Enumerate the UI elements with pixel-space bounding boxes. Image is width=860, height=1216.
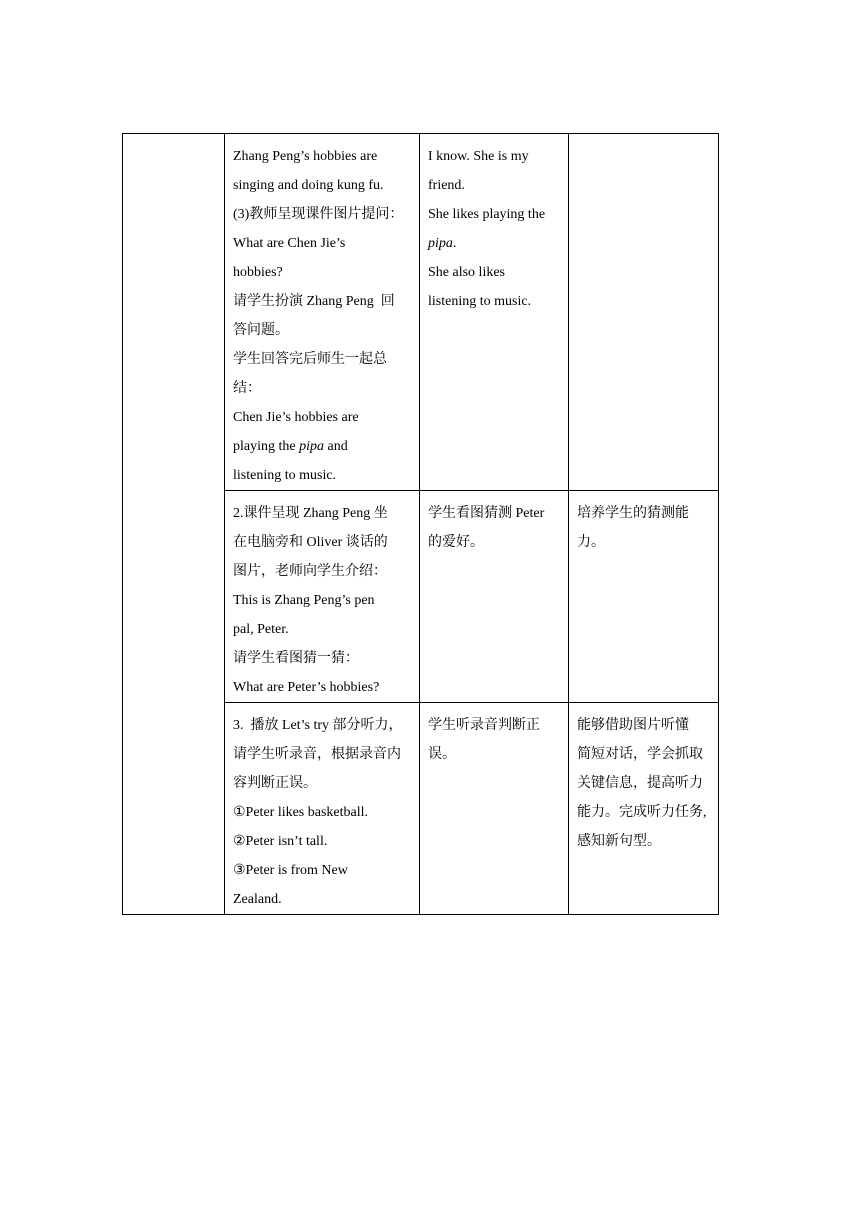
cell-text-line: She likes playing the bbox=[428, 207, 546, 222]
cell-text-line: ②Peter isn’t tall. bbox=[233, 834, 328, 849]
cell-text-line: listening to music. bbox=[233, 468, 337, 483]
cell-text-line: listening to music. bbox=[428, 294, 532, 309]
cell-text-line: She also likes bbox=[428, 265, 505, 280]
cell-text-line: 结： bbox=[233, 381, 261, 396]
cell-text-line: 感知新句型。 bbox=[577, 834, 661, 849]
cell-text-line: 学生听录音判断正 bbox=[428, 718, 540, 733]
cell-text-line: Chen Jie’s hobbies are bbox=[233, 410, 359, 425]
cell-text-line: friend. bbox=[428, 178, 465, 193]
design-purpose-cell bbox=[569, 491, 719, 703]
cell-text-line: 请学生听录音，根据录音内 bbox=[233, 747, 401, 762]
cell-text-line: 请学生看图猜一猜： bbox=[233, 651, 359, 666]
lesson-plan-table bbox=[122, 133, 719, 915]
cell-text-line: 答问题。 bbox=[233, 323, 289, 338]
cell-text-line: 容判断正误。 bbox=[233, 776, 317, 791]
table-row bbox=[123, 134, 719, 491]
cell-text-line: What are Peter’s hobbies? bbox=[233, 680, 380, 695]
cell-text-line: 关键信息，提高听力 bbox=[577, 776, 703, 791]
design-purpose-cell bbox=[569, 134, 719, 491]
cell-text-line: 学生回答完后师生一起总 bbox=[233, 352, 387, 367]
cell-text-line: I know. She is my bbox=[428, 149, 529, 164]
cell-text-line: (3)教师呈现课件图片提问： bbox=[233, 207, 404, 222]
cell-text-line: 学生看图猜测 Peter bbox=[428, 506, 545, 521]
cell-text-line: This is Zhang Peng’s pen bbox=[233, 593, 375, 608]
cell-text-line: pal, Peter. bbox=[233, 622, 289, 637]
cell-text-line: 培养学生的猜测能 bbox=[577, 506, 689, 521]
cell-text-line: 2.课件呈现 Zhang Peng 坐 bbox=[233, 506, 388, 521]
student-activity-cell bbox=[420, 491, 569, 703]
cell-text-line: Zealand. bbox=[233, 892, 282, 907]
student-activity-cell bbox=[420, 703, 569, 915]
cell-text-line: ①Peter likes basketball. bbox=[233, 805, 369, 820]
cell-text-line: singing and doing kung fu. bbox=[233, 178, 384, 193]
cell-text-line: 的爱好。 bbox=[428, 535, 484, 550]
cell-text-line: 误。 bbox=[428, 747, 456, 762]
cell-text-line: ③Peter is from New bbox=[233, 863, 348, 878]
student-activity-cell bbox=[420, 134, 569, 491]
cell-text-line: 能够借助图片听懂 bbox=[577, 718, 689, 733]
cell-text-line: 请学生扮演 Zhang Peng 回 bbox=[233, 294, 395, 309]
cell-text-line: 能力。完成听力任务, bbox=[577, 805, 707, 820]
teacher-activity-cell bbox=[225, 491, 420, 703]
cell-text-line: 图片，老师向学生介绍： bbox=[233, 564, 387, 579]
cell-text-line: 在电脑旁和 Oliver 谈话的 bbox=[233, 535, 388, 550]
cell-text-line: 力。 bbox=[577, 535, 605, 550]
design-purpose-cell bbox=[569, 703, 719, 915]
teacher-activity-cell bbox=[225, 703, 420, 915]
cell-text-line: Zhang Peng’s hobbies are bbox=[233, 149, 378, 164]
teacher-activity-cell bbox=[225, 134, 420, 491]
cell-text-line: What are Chen Jie’s bbox=[233, 236, 346, 251]
cell-text-line: playing the pipa and bbox=[233, 439, 348, 454]
cell-text-line: pipa. bbox=[428, 236, 457, 251]
stage-cell bbox=[123, 134, 225, 915]
cell-text-line: 3. 播放 Let’s try 部分听力， bbox=[233, 718, 403, 733]
cell-text-line: 简短对话，学会抓取 bbox=[577, 747, 703, 762]
cell-text-line: hobbies? bbox=[233, 265, 283, 280]
